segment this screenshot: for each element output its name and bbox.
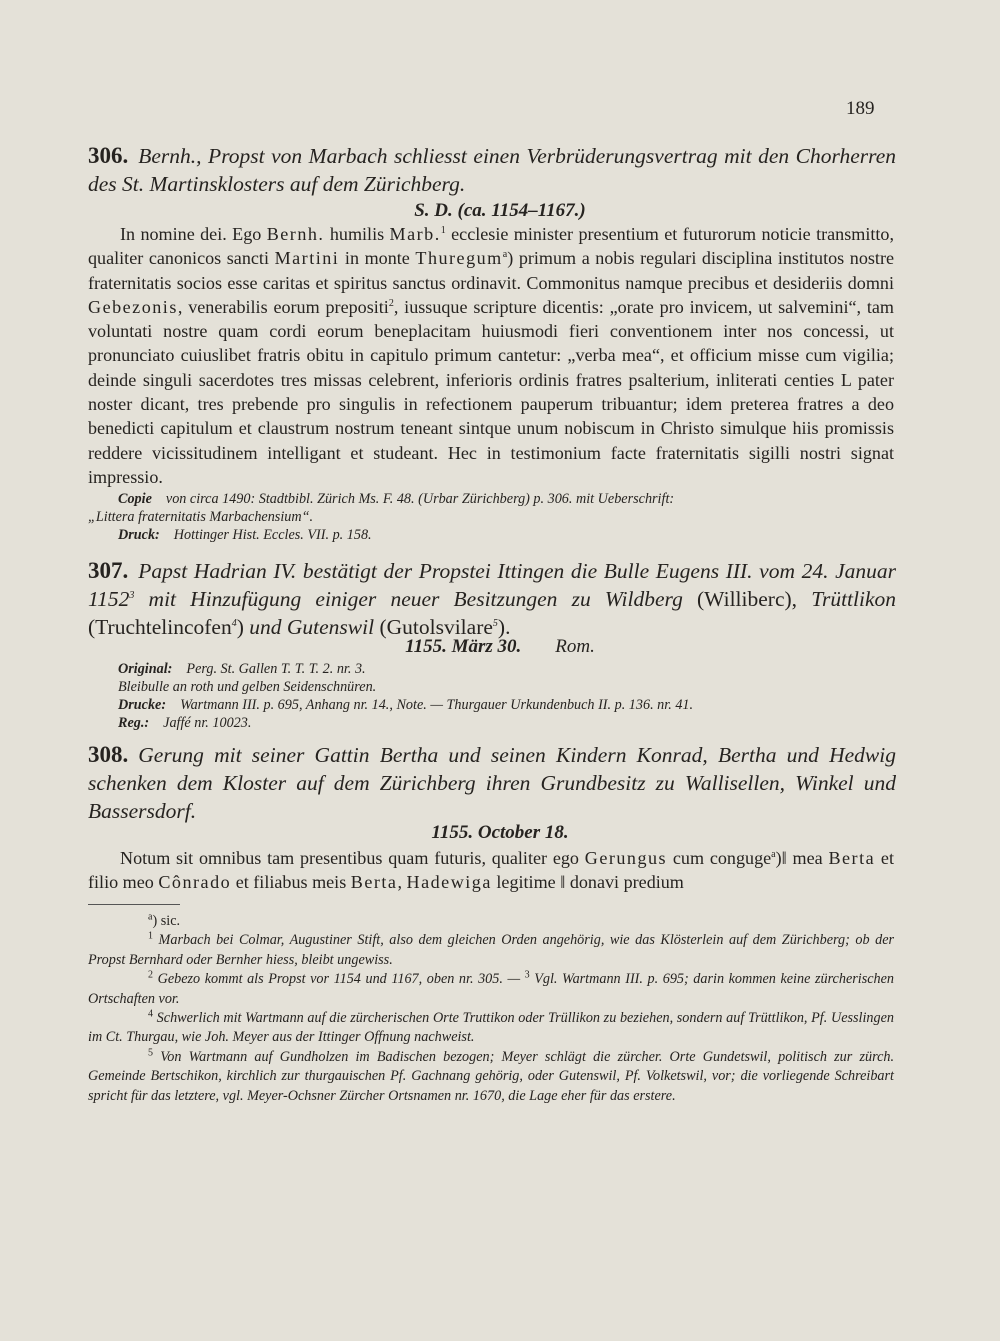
doc306-title: Bernh., Propst von Marbach schliesst einen Verbrüderungsvertrag mit den Chorherren des St. Martinsklosters auf dem Zürichberg. bbox=[88, 144, 896, 196]
doc307-title-part: Trüttlikon bbox=[811, 587, 897, 611]
doc308-heading bbox=[88, 741, 896, 825]
name-martini: Martini bbox=[274, 248, 340, 269]
footnote-ref-3: 3 bbox=[129, 589, 135, 601]
doc307-title-part: ) bbox=[236, 615, 250, 639]
doc308-text-part: legitime ‖ donavi predium bbox=[491, 872, 684, 893]
doc306-heading bbox=[88, 142, 896, 198]
name-bernh: Bernh. bbox=[266, 224, 325, 244]
name-thuregum: Thuregum bbox=[415, 248, 503, 269]
name-marb: Marb. bbox=[389, 224, 441, 244]
doc307-place: Rom. bbox=[555, 636, 595, 657]
doc308-text-part: , bbox=[397, 872, 407, 893]
original-label: Original: bbox=[118, 661, 173, 677]
name-gerungus: Gerungus bbox=[584, 848, 668, 868]
reg-text: Jaffé nr. 10023. bbox=[163, 715, 252, 731]
footnote-text: Von Wartmann auf Gundholzen im Badischen bezogen; Meyer schlägt die zürcher. Orte Gundetswil, politisch zur zürch. Gemeinde Bertschikon, kirchlich zur thurgauischen Pf. Gachnang gehörig, oder Gutenswil, Pf. Volketswil, vor; die vorliegende Schreibart spricht für das letztere, vgl. Meyer-Ochsner Zürcher Ortsnamen nr. 1670, die Lage eher für das erstere. bbox=[88, 1048, 895, 1104]
doc308-text bbox=[88, 846, 894, 895]
place-gutolsvilare: (Gutolsvilare bbox=[379, 615, 493, 639]
footnote-mark: 1 bbox=[148, 930, 153, 942]
footnote-text: Marbach bei Colmar, Augustiner Stift, also dem gleichen Orden angehörig, wie das Klösterlein auf dem Zürichberg; ob der Propst Bernhard oder Bernher hiess, bleibt ungewiss. bbox=[88, 932, 895, 968]
footnote-text: Schwerlich mit Wartmann auf die zürcherischen Orte Truttikon oder Trüllikon zu beziehen, sondern auf Trüttlikon, Pf. Uesslingen im Ct. Thurgau, wie Joh. Meyer aus der Ittinger Offnung nachweist. bbox=[88, 1010, 895, 1046]
footnote-mark: 5 bbox=[148, 1047, 153, 1059]
drucke-label: Drucke: bbox=[118, 697, 167, 713]
druck-label: Druck: bbox=[118, 527, 160, 543]
footnote-text: Gebezo kommt als Propst vor 1154 und 1167, oben nr. 305. — bbox=[157, 971, 521, 988]
druck-text: Hottinger Hist. Eccles. VII. p. 158. bbox=[173, 527, 372, 543]
doc307-title-part: Papst Hadrian IV. bestätigt der Propstei Ittingen die Bulle Eugens III. vom 24. Januar 1152 bbox=[88, 559, 896, 611]
name-hadewiga: Hadewiga bbox=[406, 872, 492, 893]
doc307-title-part: ). bbox=[497, 615, 511, 639]
doc306-sources bbox=[88, 490, 898, 544]
footnote-mark: 2 bbox=[148, 969, 153, 981]
drucke-text: Wartmann III. p. 695, Anhang nr. 14., Note. — Thurgauer Urkundenbuch II. p. 136. nr. 41. bbox=[180, 697, 694, 713]
doc307-date bbox=[0, 636, 1000, 658]
doc306-text-part: in monte bbox=[339, 248, 416, 269]
footnote-ref-2: 2 bbox=[388, 297, 394, 309]
doc307-date-text: 1155. März 30. bbox=[405, 636, 522, 657]
place-truchtelincofen: (Truchtelincofen bbox=[88, 615, 232, 639]
doc306-text bbox=[88, 222, 894, 489]
place-williberc: (Williberc), bbox=[697, 587, 812, 611]
footnote-mark: 4 bbox=[148, 1008, 153, 1020]
doc308-text-part: Notum sit omnibus tam presentibus quam futuris, qualiter ego bbox=[120, 848, 585, 868]
original-text: Perg. St. Gallen T. T. T. 2. nr. 3. bbox=[186, 661, 366, 677]
doc306-date: S. D. (ca. 1154–1167.) bbox=[414, 200, 586, 221]
footnote-ref-4: 4 bbox=[231, 617, 237, 629]
doc306-text-part: , venerabilis eorum prepositi bbox=[177, 296, 389, 317]
footnote-a bbox=[88, 912, 894, 931]
footnote-text: Vgl. Wartmann III. p. 695; darin kommen keine zürcherischen Ortschaften vor. bbox=[88, 971, 895, 1007]
footnote-1 bbox=[88, 931, 894, 970]
doc306-text-part: humilis bbox=[324, 224, 390, 244]
doc306-text-part: ) primum a nobis regulari disciplina institutos nostre fraternitatis socios esse caritas et spiritus sanctus ordinavit. Commonitus namque precibus et desideriis domni bbox=[88, 248, 895, 293]
doc308-number: 308. bbox=[88, 742, 129, 767]
footnote-text: ) sic. bbox=[152, 913, 181, 929]
doc308-text-part: et filiabus meis bbox=[231, 872, 351, 893]
footnotes bbox=[88, 912, 894, 1106]
doc306-number: 306. bbox=[88, 143, 129, 168]
reg-label: Reg.: bbox=[118, 715, 150, 731]
doc308-text-part: )‖ mea bbox=[775, 848, 829, 868]
doc307-heading bbox=[88, 557, 896, 641]
footnote-5 bbox=[88, 1048, 894, 1106]
footnote-mark: 3 bbox=[524, 969, 530, 981]
doc306-text-part: , iussuque scripture dicentis: „orate pro invicem, ut salvemini“, tam voluntati nostre quam cordi eorum beneplacitam huiusmodi fieri conventionem inter nos concessi, ut pronunciato cuiuslibet fratris obitu in capitulo primum cantetur: „verba mea“, et officium misse cum vigilia; deinde singuli sacerdotes tres missas celebrent, inferioris ordinis fratres psalterium, inliterati centies L pater noster dicant, tres prebende pro singulis in refectionem pauperum tribuantur; idem preterea fratres a deo benedicti capitulum et claustrum nostrum teneant sintque unum nobiscum in Christo simulque hiis promissis reddere vicissitudinem intelligant et studeant. Hec in testimonium facte fraternitatis sigilli nostri signat impressio. bbox=[88, 296, 894, 487]
bleibulle-text: Bleibulle an roth und gelben Seidenschnüren. bbox=[118, 679, 377, 695]
doc307-title-part: mit Hinzufügung einiger neuer Besitzungen zu Wildberg bbox=[134, 587, 698, 611]
footnote-ref-a: a bbox=[502, 249, 508, 261]
name-berta: Berta bbox=[350, 872, 398, 893]
footnote-ref-1: 1 bbox=[440, 224, 446, 236]
footnote-2-3 bbox=[88, 970, 894, 1009]
doc307-number: 307. bbox=[88, 558, 129, 583]
doc306-text-part: In nomine dei. Ego bbox=[120, 224, 267, 244]
name-gebezonis: Gebezonis bbox=[88, 296, 178, 317]
doc307-title-part: und Gutenswil bbox=[249, 615, 380, 639]
name-conrado: Cônrado bbox=[158, 872, 232, 893]
footnote-4 bbox=[88, 1009, 894, 1048]
footnote-mark: a bbox=[148, 911, 153, 923]
doc308-text-part: et filio meo bbox=[88, 848, 894, 893]
doc308-title: Gerung mit seiner Gattin Bertha und seinen Kindern Konrad, Bertha und Hedwig schenken dem Kloster auf dem Zürichberg ihren Grundbesitz zu Wallisellen, Winkel und Bassersdorf. bbox=[88, 743, 896, 823]
doc308-date: 1155. October 18. bbox=[431, 822, 569, 843]
copie-label: Copie bbox=[118, 491, 152, 507]
footnote-ref-a: a bbox=[771, 848, 776, 860]
page-number: 189 bbox=[846, 98, 875, 119]
footnote-divider bbox=[88, 904, 180, 905]
doc306-text-part: ecclesie minister presentium et futurorum noticie transmitto, qualiter canonicos sancti bbox=[88, 224, 894, 269]
footnote-ref-5: 5 bbox=[492, 617, 498, 629]
copie-text-2: „Littera fraternitatis Marbachensium“. bbox=[88, 509, 314, 525]
name-berta: Berta bbox=[828, 848, 876, 868]
copie-text: von circa 1490: Stadtbibl. Zürich Ms. F. 48. (Urbar Zürichberg) p. 306. mit Ueberschrift: bbox=[165, 491, 675, 507]
doc307-sources bbox=[118, 660, 898, 732]
doc308-text-part: cum conguge bbox=[667, 848, 772, 868]
